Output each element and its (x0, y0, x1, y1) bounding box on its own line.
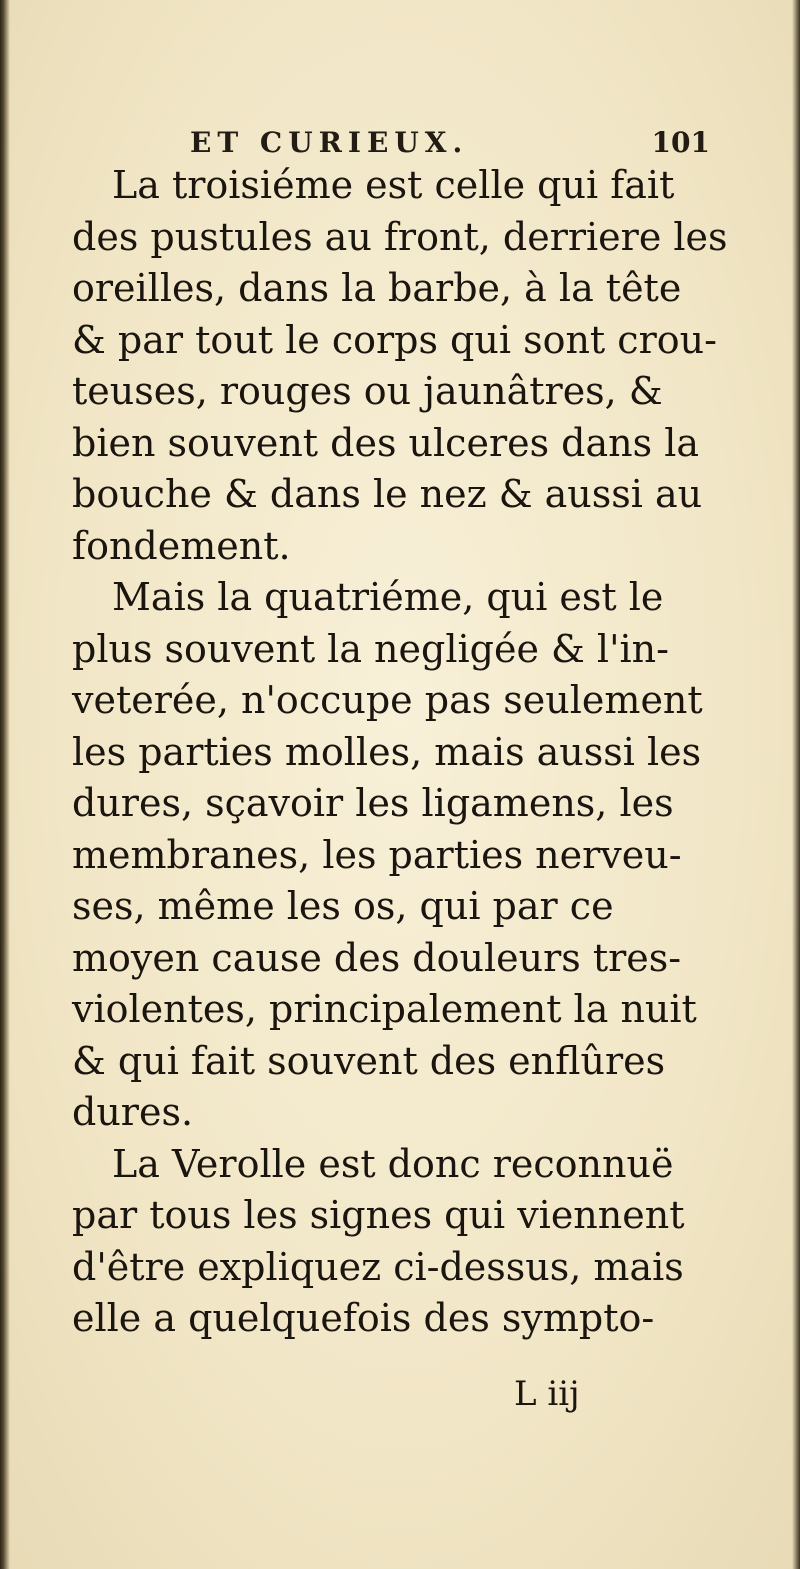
text-line: & qui fait souvent des enflûres (72, 1038, 666, 1083)
text-line: dures, sçavoir les ligamens, les (72, 781, 674, 825)
text-line: Mais la quatriéme, qui est le (112, 575, 664, 619)
text-line: plus souvent la negligée & l'in- (72, 626, 669, 671)
text-line: elle a quelquefois des sympto- (72, 1296, 655, 1340)
text-line: par tous les signes qui viennent (72, 1193, 685, 1237)
signature-mark: L iij (514, 1374, 580, 1414)
page-number: 101 (651, 126, 710, 159)
text-line: ses, même les os, qui par ce (72, 884, 614, 928)
text-line: veterée, n'occupe pas seulement (72, 678, 703, 722)
text-line: fondement. (72, 523, 291, 568)
text-line: teuses, rouges ou jaunâtres, & (72, 369, 663, 413)
page-edge-right (792, 0, 800, 1569)
text-line: La troisiéme est celle qui fait (112, 163, 675, 207)
text-line: bien souvent des ulceres dans la (72, 420, 700, 465)
text-line: des pustules au front, derriere les (72, 214, 728, 259)
running-title: ET CURIEUX. (190, 126, 469, 159)
text-line: moyen cause des douleurs tres- (72, 935, 682, 980)
text-line: d'être expliquez ci-dessus, mais (72, 1244, 684, 1289)
page-edge-left (0, 0, 10, 1569)
text-line: membranes, les parties nerveu- (72, 832, 682, 877)
text-line: & par tout le corps qui sont crou- (72, 317, 717, 362)
text-line: oreilles, dans la barbe, à la tête (72, 266, 682, 310)
text-line: La Verolle est donc reconnuë (112, 1141, 674, 1186)
body-text (72, 160, 728, 1345)
text-line: les parties molles, mais aussi les (72, 729, 702, 774)
text-line: violentes, principalement la nuit (72, 987, 697, 1031)
text-line: dures. (72, 1090, 194, 1134)
text-line: bouche & dans le nez & aussi au (72, 472, 703, 516)
